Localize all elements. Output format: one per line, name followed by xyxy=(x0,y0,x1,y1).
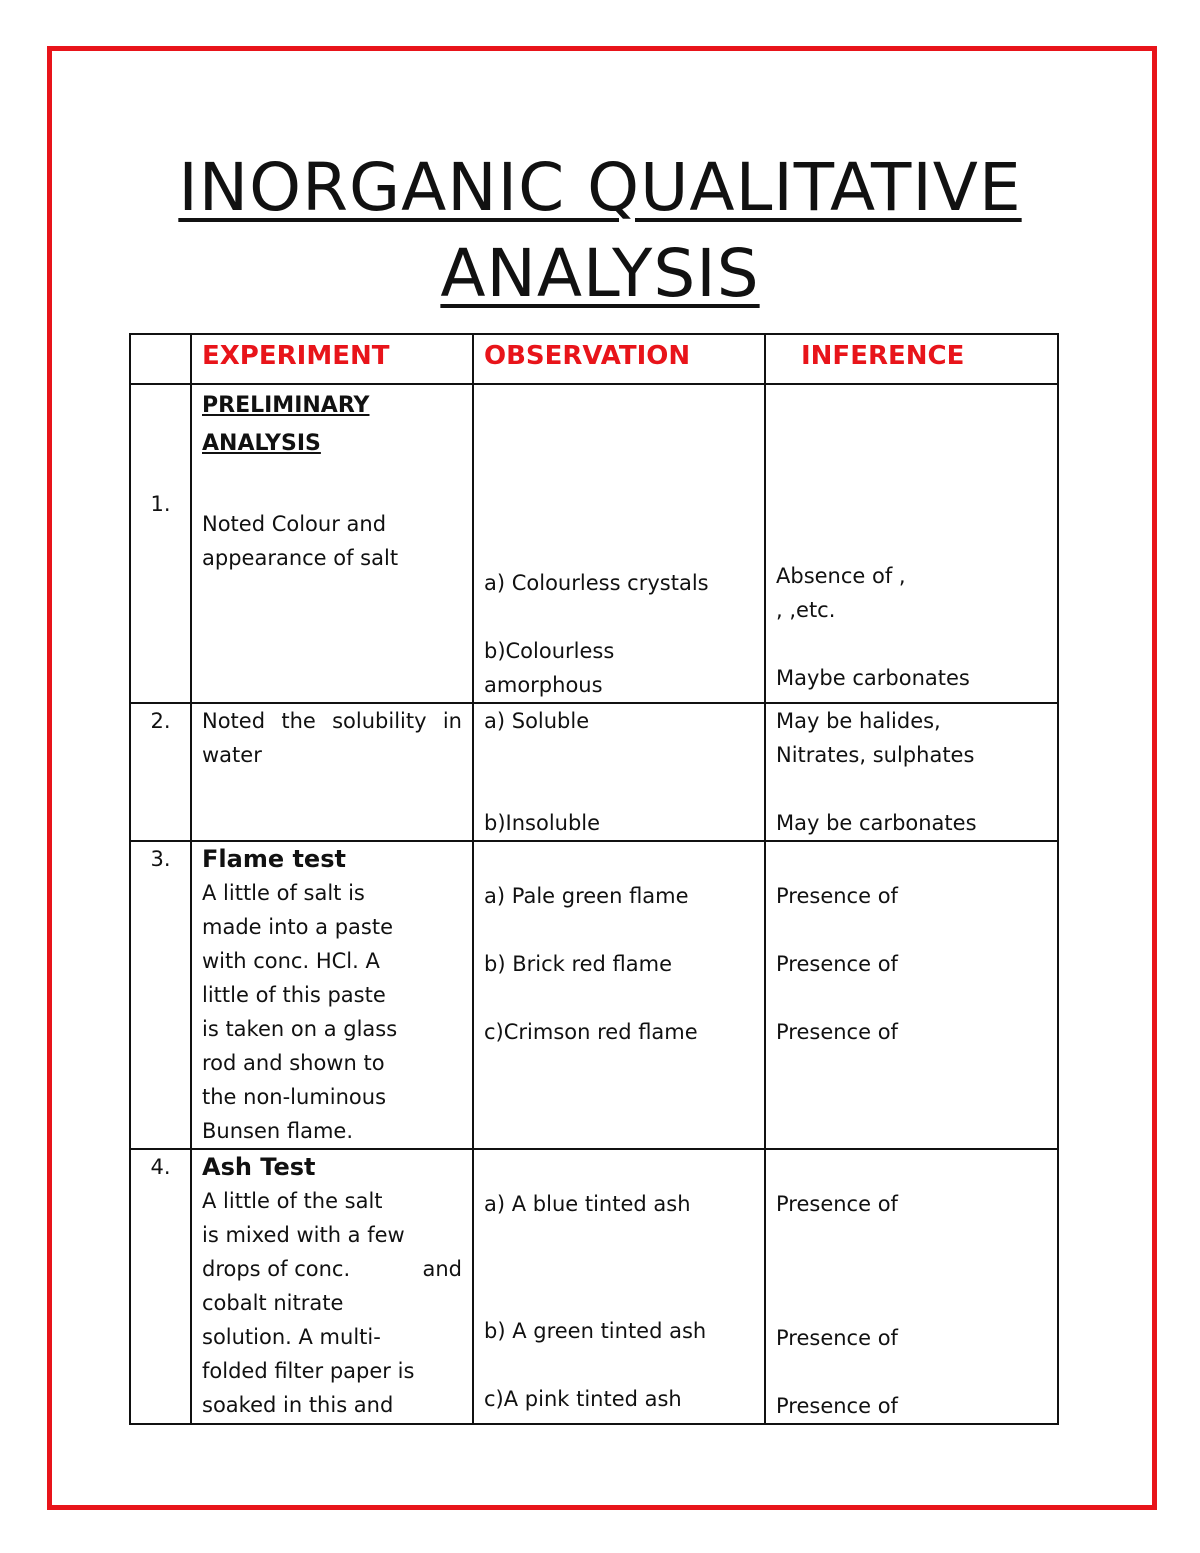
observation-cell: a) A blue tinted ash b) A green tinted ash c)A pink tinted ash xyxy=(473,1149,765,1424)
row-number: 1. xyxy=(130,384,191,703)
experiment-cell: Ash Test A little of the salt is mixed with a few drops of conc. and cobalt nitrate solution. A multi- folded filter paper is soaked in this and xyxy=(191,1149,473,1424)
experiment-cell: Noted the solubility in water xyxy=(191,703,473,841)
header-inference: INFERENCE xyxy=(765,334,1058,384)
header-number xyxy=(130,334,191,384)
inference-cell: May be halides, Nitrates, sulphates May be carbonates xyxy=(765,703,1058,841)
observation-cell: a) Pale green flame b) Brick red flame c)Crimson red flame xyxy=(473,841,765,1149)
observation-cell: a) Soluble b)Insoluble xyxy=(473,703,765,841)
table-row xyxy=(130,703,1058,841)
table-row xyxy=(130,384,1058,703)
section-heading: Flame test xyxy=(202,845,346,873)
page-title xyxy=(0,145,1200,317)
inference-cell: Absence of , , ,etc. Maybe carbonates xyxy=(765,384,1058,703)
table-header-row xyxy=(130,334,1058,384)
analysis-table xyxy=(129,333,1059,1425)
row-number: 3. xyxy=(130,841,191,1149)
row-number: 2. xyxy=(130,703,191,841)
table-row xyxy=(130,841,1058,1149)
header-observation: OBSERVATION xyxy=(473,334,765,384)
inference-cell: Presence of Presence of Presence of xyxy=(765,1149,1058,1424)
inference-cell: Presence of Presence of Presence of xyxy=(765,841,1058,1149)
section-heading: ANALYSIS xyxy=(202,431,321,456)
row-number: 4. xyxy=(130,1149,191,1424)
title-line-2: ANALYSIS xyxy=(440,235,760,312)
experiment-cell: Flame test A little of salt is made into a paste with conc. HCl. A little of this paste is taken on a glass rod and shown to the non-luminous Bunsen flame. xyxy=(191,841,473,1149)
section-heading: Ash Test xyxy=(202,1153,316,1181)
experiment-cell: PRELIMINARY ANALYSIS Noted Colour and appearance of salt xyxy=(191,384,473,703)
title-line-1: INORGANIC QUALITATIVE xyxy=(178,149,1022,226)
section-heading: PRELIMINARY xyxy=(202,393,370,418)
table-row xyxy=(130,1149,1058,1424)
header-experiment: EXPERIMENT xyxy=(191,334,473,384)
observation-cell: a) Colourless crystals b)Colourless amorphous xyxy=(473,384,765,703)
